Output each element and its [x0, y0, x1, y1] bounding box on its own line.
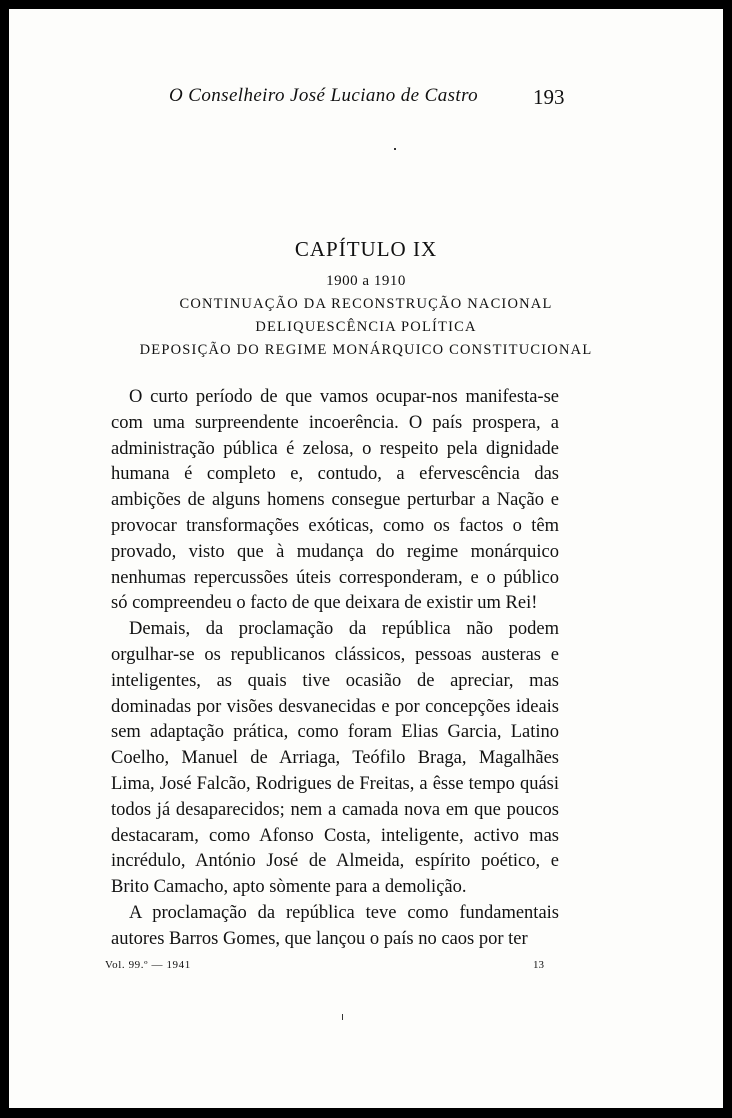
body-text — [111, 385, 559, 953]
running-title: O Conselheiro José Luciano de Castro — [169, 85, 479, 106]
chapter-subtitle: DEPOSIÇÃO DO REGIME MONÁRQUICO CONSTITUCIONAL — [139, 342, 593, 358]
chapter-years: 1900 a 1910 — [326, 273, 406, 289]
paragraph: A proclamação da república teve como fundamentais autores Barros Gomes, que lançou o país no caos por ter — [111, 902, 559, 949]
document-page — [9, 9, 723, 1108]
print-speck — [342, 1014, 343, 1020]
paragraph: O curto período de que vamos ocupar-nos manifesta-se com uma surpreendente incoerência. O país prospera, a administração pública é zelosa, o respeito pela dignidade humana é completo e, contudo, a efervescência das ambições de alguns homens consegue perturbar a Nação e provocar transformações exóticas, como os factos o têm provado, visto que à mudança do regime monárquico nenhumas repercussões úteis corresponderam, e o público só compreendeu o facto de que deixara de existir um Rei! — [111, 387, 559, 614]
chapter-subtitle: CONTINUAÇÃO DA RECONSTRUÇÃO NACIONAL — [179, 296, 553, 312]
chapter-subtitle: DELIQUESCÊNCIA POLÍTICA — [255, 319, 477, 335]
paragraph: Demais, da proclamação da república não podem orgulhar-se os republicanos clássicos, pessoas austeras e inteligentes, as quais tive ocasião de apreciar, mas dominadas por visões desvanecidas e por concepções ideais sem adaptação prática, como foram Elias Garcia, Latino Coelho, Manuel de Arriaga, Teófilo Braga, Magalhães Lima, José Falcão, Rodrigues de Freitas, a êsse tempo quási todos já desaparecidos; nem a camada nova em que poucos destacaram, como Afonso Costa, inteligente, activo mas incrédulo, António José de Almeida, espírito poético, e Brito Camacho, apto sòmente para a demolição. — [111, 619, 559, 898]
chapter-title: CAPÍTULO IX — [294, 237, 438, 261]
print-speck — [394, 148, 396, 150]
volume-footer: Vol. 99.º — 1941 — [105, 959, 191, 971]
page-number: 193 — [533, 85, 565, 109]
signature-mark: 13 — [533, 959, 544, 971]
